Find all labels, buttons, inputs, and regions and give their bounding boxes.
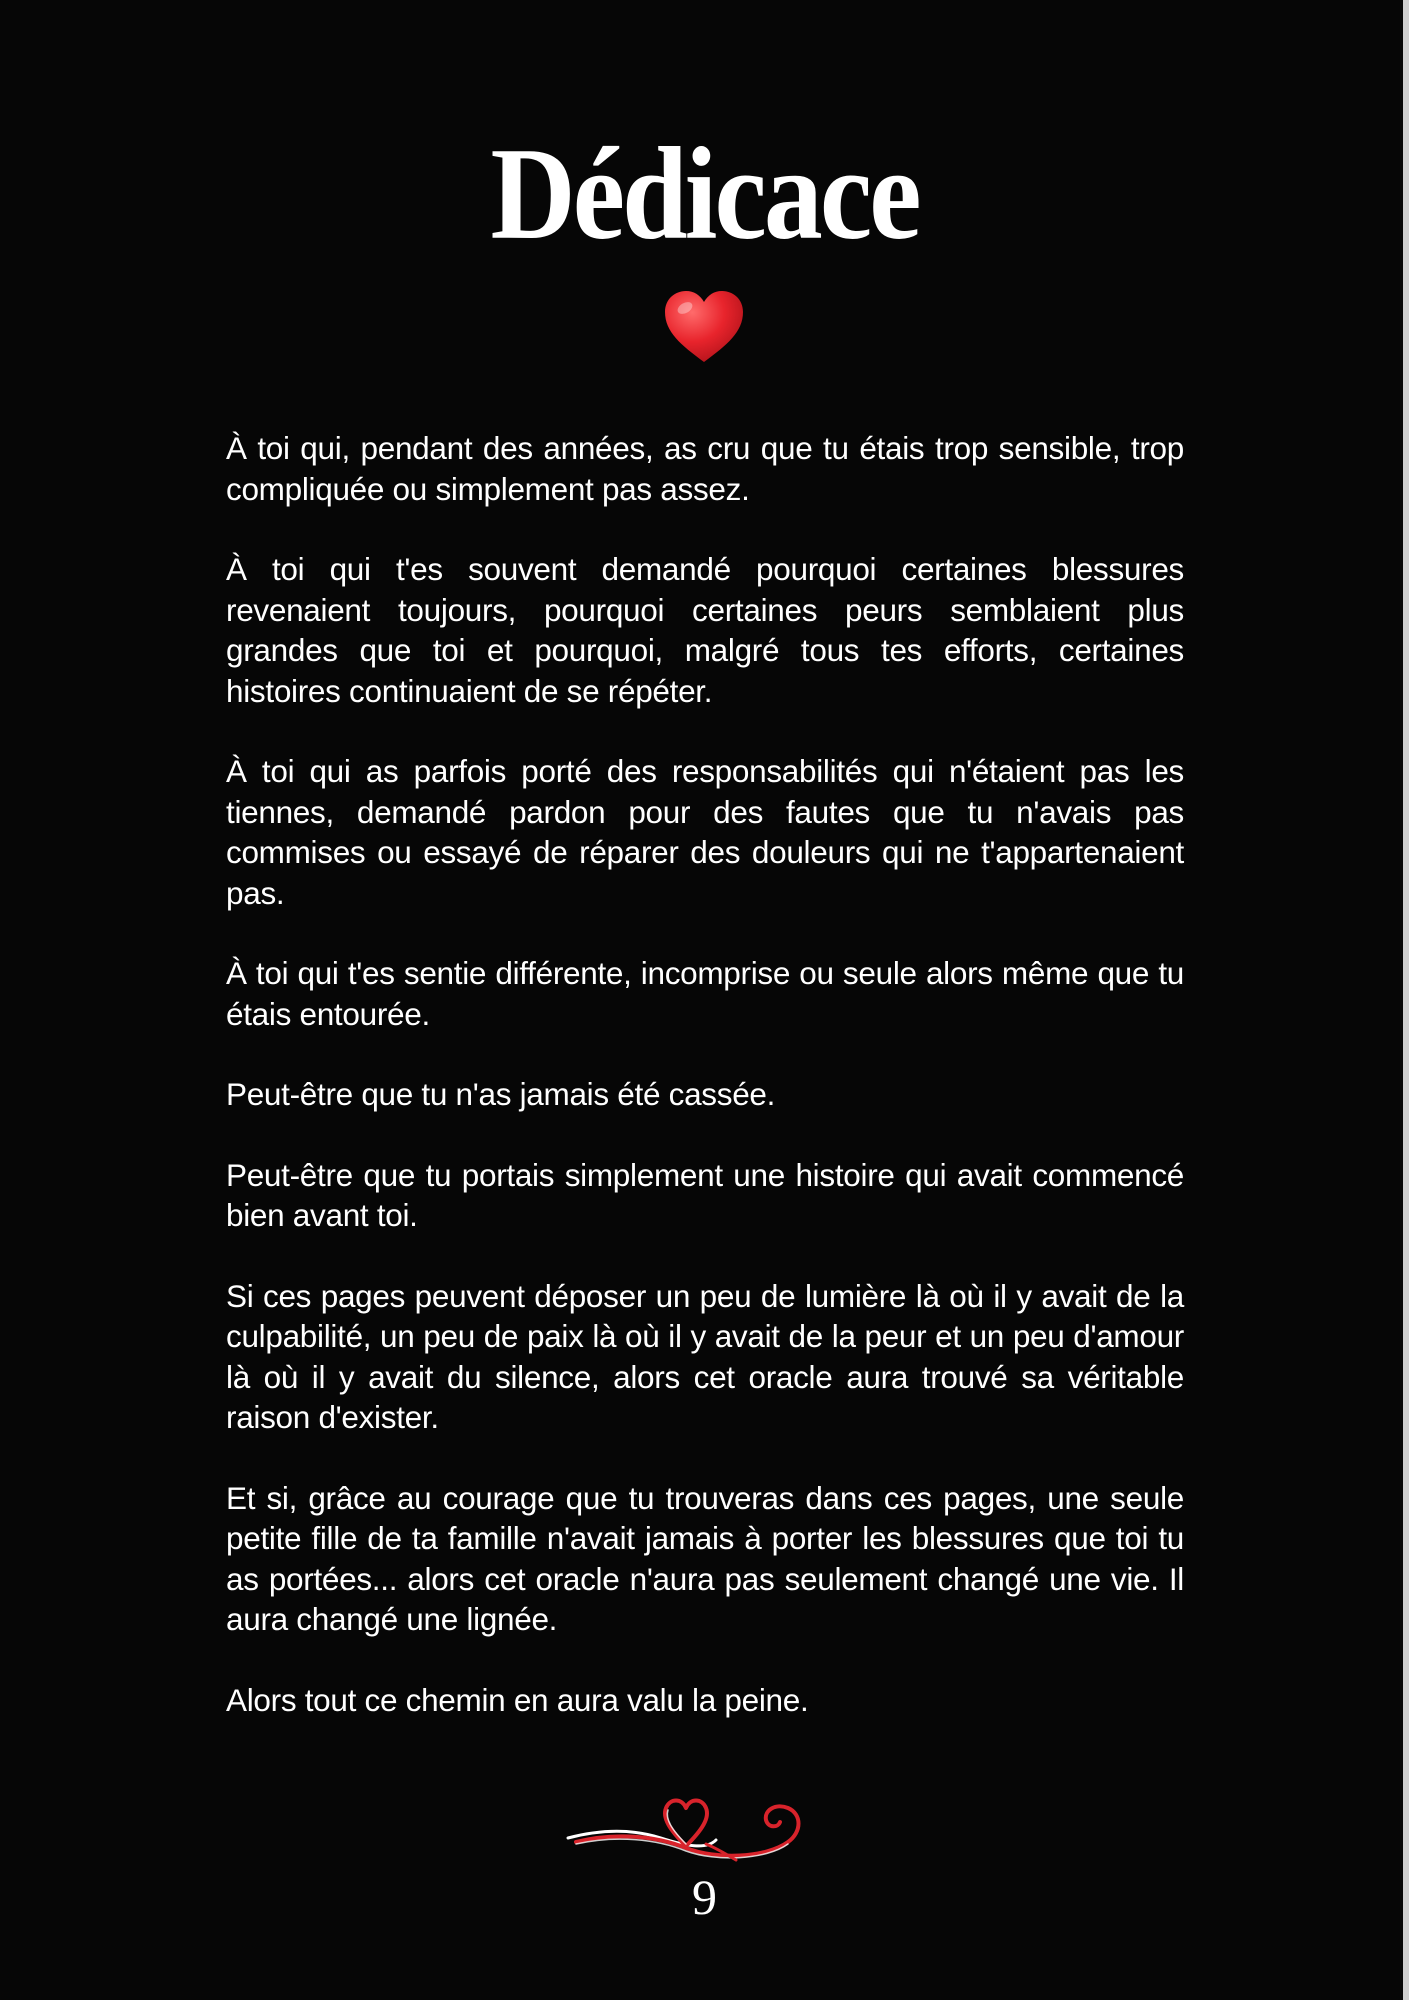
page-edge xyxy=(1403,0,1409,2000)
paragraph-6: Peut-être que tu portais simplement une histoire qui avait commencé bien avant toi. xyxy=(226,1156,1184,1233)
paragraph-4: À toi qui t'es sentie différente, incomprise ou seule alors même que tu étais entourée. xyxy=(226,955,1184,1032)
page-number: 9 xyxy=(692,1869,717,1925)
heart-swirl-ornament-icon xyxy=(566,1788,806,1866)
dedication-body xyxy=(226,428,1184,1760)
paragraph-2: À toi qui t'es souvent demandé pourquoi certaines blessures revenaient toujours, pourquoi certaines peurs semblaient plus grandes que toi et pourquoi, malgré tous tes efforts, certaines histoires continuaient de se répéter. xyxy=(226,551,1184,709)
heart-icon xyxy=(663,290,745,364)
paragraph-1: À toi qui, pendant des années, as cru que tu étais trop sensible, trop compliquée ou simplement pas assez. xyxy=(226,430,1184,507)
page-title: Dédicace xyxy=(490,120,919,267)
paragraph-9: Alors tout ce chemin en aura valu la peine. xyxy=(226,1681,809,1718)
paragraph-8: Et si, grâce au courage que tu trouveras dans ces pages, une seule petite fille de ta famille n'avait jamais à porter les blessures que toi tu as portées... alors cet oracle n'aura pas seulement changé une vie. Il aura changé une lignée. xyxy=(226,1479,1184,1637)
paragraph-3: À toi qui as parfois porté des responsabilités qui n'étaient pas les tiennes, demandé pardon pour des fautes que tu n'avais pas commises ou essayé de réparer des douleurs qui ne t'appartenaient pas. xyxy=(226,753,1184,911)
paragraph-7: Si ces pages peuvent déposer un peu de lumière là où il y avait de la culpabilité, un peu de paix là où il y avait de la peur et un peu d'amour là où il y avait du silence, alors cet oracle aura trouvé sa véritable raison d'exister. xyxy=(226,1277,1184,1435)
paragraph-5: Peut-être que tu n'as jamais été cassée. xyxy=(226,1076,776,1112)
